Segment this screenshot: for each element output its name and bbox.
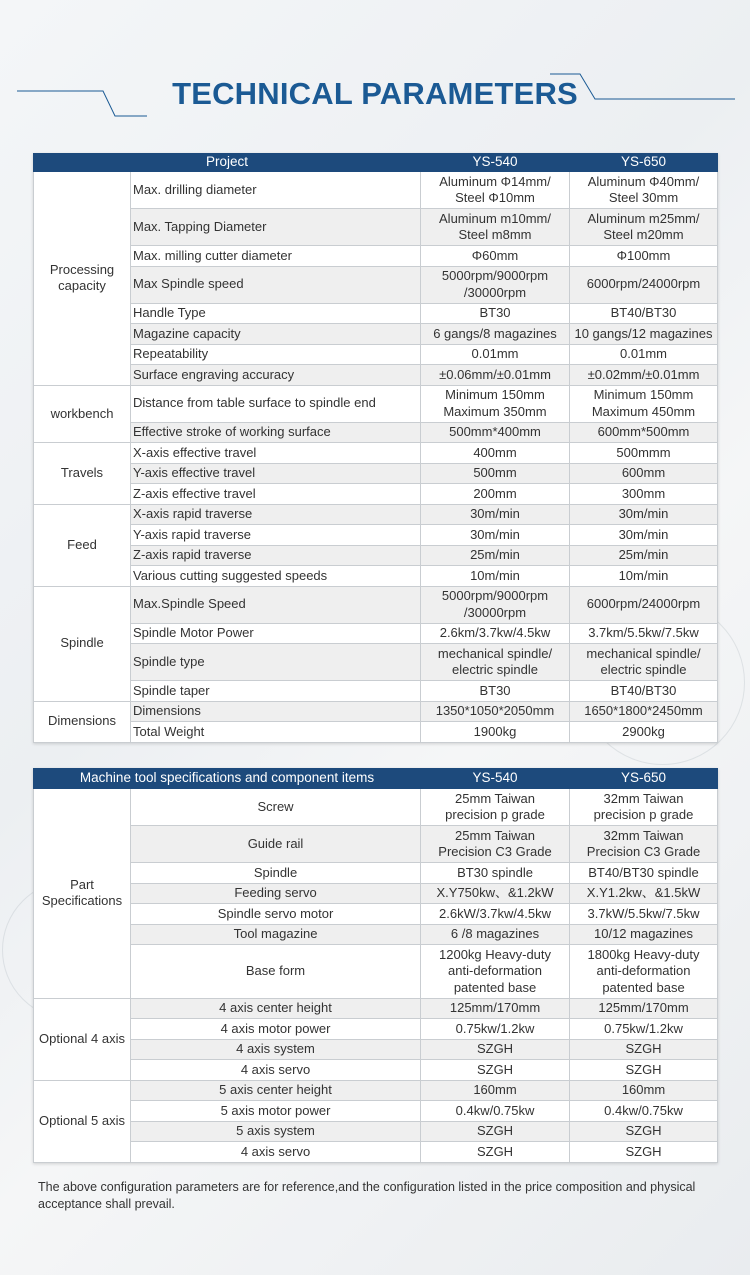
page-title: TECHNICAL PARAMETERS — [172, 76, 578, 111]
table-row — [34, 701, 718, 722]
parameter-label: Guide rail — [131, 826, 421, 863]
group-label: Feed — [34, 504, 131, 586]
parameter-label: Screw — [131, 789, 421, 826]
parameter-label: Spindle Motor Power — [131, 623, 421, 644]
value-ys540: 500mm*400mm — [421, 422, 570, 443]
value-ys540: Aluminum Φ14mm/ Steel Φ10mm — [421, 172, 570, 209]
table-row — [34, 883, 718, 904]
value-ys650: ±0.02mm/±0.01mm — [570, 365, 718, 386]
parameter-label: 4 axis servo — [131, 1142, 421, 1163]
table-row — [34, 681, 718, 702]
value-ys650: Aluminum m25mm/ Steel m20mm — [570, 209, 718, 246]
value-ys650: 1800kg Heavy-duty anti-deformation patented base — [570, 945, 718, 999]
value-ys540: 160mm — [421, 1080, 570, 1101]
table-row — [34, 443, 718, 464]
parameter-label: 5 axis center height — [131, 1080, 421, 1101]
parameter-label: Base form — [131, 945, 421, 999]
value-ys650: SZGH — [570, 1142, 718, 1163]
parameter-label: X-axis effective travel — [131, 443, 421, 464]
value-ys540: SZGH — [421, 1060, 570, 1081]
table-row — [34, 863, 718, 884]
value-ys650: 0.4kw/0.75kw — [570, 1101, 718, 1122]
parameter-label: Spindle type — [131, 644, 421, 681]
parameter-label: Magazine capacity — [131, 324, 421, 345]
parameter-label: 4 axis system — [131, 1039, 421, 1060]
value-ys540: Minimum 150mm Maximum 350mm — [421, 385, 570, 422]
value-ys540: 200mm — [421, 484, 570, 505]
parameter-label: Max Spindle speed — [131, 266, 421, 303]
table-row — [34, 484, 718, 505]
parameter-label: Repeatability — [131, 344, 421, 365]
group-label: Optional 5 axis — [34, 1080, 131, 1162]
table-row — [34, 1121, 718, 1142]
value-ys650: BT40/BT30 — [570, 681, 718, 702]
table-row — [34, 385, 718, 422]
parameter-label: Y-axis rapid traverse — [131, 525, 421, 546]
value-ys650: Φ100mm — [570, 246, 718, 267]
value-ys650: mechanical spindle/ electric spindle — [570, 644, 718, 681]
table-row — [34, 1142, 718, 1163]
value-ys650: 2900kg — [570, 722, 718, 743]
value-ys540: BT30 — [421, 681, 570, 702]
value-ys540: SZGH — [421, 1142, 570, 1163]
parameter-label: X-axis rapid traverse — [131, 504, 421, 525]
table-row — [34, 303, 718, 324]
value-ys540: 25mm Taiwan Precision C3 Grade — [421, 826, 570, 863]
value-ys540: 25m/min — [421, 545, 570, 566]
parameter-label: Spindle — [131, 863, 421, 884]
table-row — [34, 266, 718, 303]
value-ys540: BT30 — [421, 303, 570, 324]
value-ys540: 2.6kW/3.7kw/4.5kw — [421, 904, 570, 925]
value-ys650: 125mm/170mm — [570, 998, 718, 1019]
parameter-label: 4 axis motor power — [131, 1019, 421, 1040]
group-label: workbench — [34, 385, 131, 443]
parameter-label: Various cutting suggested speeds — [131, 566, 421, 587]
value-ys650: 500mmm — [570, 443, 718, 464]
value-ys540: Φ60mm — [421, 246, 570, 267]
table-row — [34, 586, 718, 623]
value-ys650: 6000rpm/24000rpm — [570, 266, 718, 303]
value-ys650: 300mm — [570, 484, 718, 505]
value-ys650: 0.75kw/1.2kw — [570, 1019, 718, 1040]
value-ys540: mechanical spindle/ electric spindle — [421, 644, 570, 681]
table-row — [34, 365, 718, 386]
value-ys540: Aluminum m10mm/ Steel m8mm — [421, 209, 570, 246]
table-row — [34, 1039, 718, 1060]
parameter-label: Max. Tapping Diameter — [131, 209, 421, 246]
parameter-label: Spindle taper — [131, 681, 421, 702]
value-ys540: BT30 spindle — [421, 863, 570, 884]
table-row — [34, 422, 718, 443]
table-row — [34, 344, 718, 365]
value-ys540: 30m/min — [421, 525, 570, 546]
value-ys650: X.Y1.2kw、&1.5kW — [570, 883, 718, 904]
value-ys540: 0.01mm — [421, 344, 570, 365]
group-label: Part Specifications — [34, 789, 131, 999]
value-ys650: 30m/min — [570, 525, 718, 546]
value-ys650: 10 gangs/12 magazines — [570, 324, 718, 345]
table-header-row — [34, 154, 718, 172]
value-ys650: 3.7km/5.5kw/7.5kw — [570, 623, 718, 644]
value-ys650: 600mm*500mm — [570, 422, 718, 443]
value-ys650: 32mm Taiwan precision p grade — [570, 789, 718, 826]
parameter-label: Max. milling cutter diameter — [131, 246, 421, 267]
parameter-label: Spindle servo motor — [131, 904, 421, 925]
parameter-label: Effective stroke of working surface — [131, 422, 421, 443]
table-row — [34, 1060, 718, 1081]
table-row — [34, 1101, 718, 1122]
header-items: Machine tool specifications and component items — [34, 769, 421, 789]
group-label: Spindle — [34, 586, 131, 701]
parameter-label: Feeding servo — [131, 883, 421, 904]
parameter-label: 5 axis system — [131, 1121, 421, 1142]
parameter-label: 4 axis servo — [131, 1060, 421, 1081]
value-ys650: 160mm — [570, 1080, 718, 1101]
parameter-label: Max. drilling diameter — [131, 172, 421, 209]
value-ys650: SZGH — [570, 1060, 718, 1081]
value-ys540: 6 gangs/8 magazines — [421, 324, 570, 345]
parameter-label: Surface engraving accuracy — [131, 365, 421, 386]
parameter-label: Y-axis effective travel — [131, 463, 421, 484]
table-row — [34, 525, 718, 546]
value-ys650: 6000rpm/24000rpm — [570, 586, 718, 623]
value-ys540: 500mm — [421, 463, 570, 484]
table-row — [34, 789, 718, 826]
value-ys650: BT40/BT30 spindle — [570, 863, 718, 884]
group-label: Travels — [34, 443, 131, 505]
value-ys650: 30m/min — [570, 504, 718, 525]
table-row — [34, 998, 718, 1019]
footnote: The above configuration parameters are for reference,and the configuration listed in the price composition and physical acceptance shall prevail. — [38, 1180, 696, 1211]
value-ys540: 400mm — [421, 443, 570, 464]
parameter-label: 5 axis motor power — [131, 1101, 421, 1122]
parameter-label: Tool magazine — [131, 924, 421, 945]
header-ys540: YS-540 — [421, 154, 570, 172]
table-row — [34, 172, 718, 209]
table-row — [34, 924, 718, 945]
value-ys650: Aluminum Φ40mm/ Steel 30mm — [570, 172, 718, 209]
value-ys540: 0.75kw/1.2kw — [421, 1019, 570, 1040]
table-row — [34, 463, 718, 484]
value-ys650: 600mm — [570, 463, 718, 484]
group-label: Optional 4 axis — [34, 998, 131, 1080]
value-ys650: 10m/min — [570, 566, 718, 587]
table-row — [34, 1019, 718, 1040]
header-project: Project — [34, 154, 421, 172]
value-ys540: 1200kg Heavy-duty anti-deformation patented base — [421, 945, 570, 999]
value-ys650: 25m/min — [570, 545, 718, 566]
parameter-label: Z-axis effective travel — [131, 484, 421, 505]
technical-parameters-table — [33, 153, 718, 743]
value-ys650: Minimum 150mm Maximum 450mm — [570, 385, 718, 422]
parameter-label: Z-axis rapid traverse — [131, 545, 421, 566]
header-ys540: YS-540 — [421, 769, 570, 789]
table-row — [34, 545, 718, 566]
table-row — [34, 722, 718, 743]
parameter-label: Max.Spindle Speed — [131, 586, 421, 623]
parameter-label: Dimensions — [131, 701, 421, 722]
table-row — [34, 623, 718, 644]
table-row — [34, 209, 718, 246]
table-row — [34, 945, 718, 999]
value-ys540: 5000rpm/9000rpm /30000rpm — [421, 586, 570, 623]
value-ys540: 2.6km/3.7kw/4.5kw — [421, 623, 570, 644]
component-specifications-table — [33, 768, 718, 1163]
header-ys650: YS-650 — [570, 769, 718, 789]
value-ys650: SZGH — [570, 1121, 718, 1142]
table-row — [34, 246, 718, 267]
table-row — [34, 644, 718, 681]
value-ys650: 10/12 magazines — [570, 924, 718, 945]
value-ys540: 25mm Taiwan precision p grade — [421, 789, 570, 826]
value-ys650: SZGH — [570, 1039, 718, 1060]
value-ys540: SZGH — [421, 1039, 570, 1060]
table-row — [34, 504, 718, 525]
value-ys540: 1900kg — [421, 722, 570, 743]
value-ys540: 6 /8 magazines — [421, 924, 570, 945]
value-ys650: BT40/BT30 — [570, 303, 718, 324]
value-ys540: 0.4kw/0.75kw — [421, 1101, 570, 1122]
table-row — [34, 1080, 718, 1101]
table-row — [34, 904, 718, 925]
value-ys540: ±0.06mm/±0.01mm — [421, 365, 570, 386]
value-ys650: 32mm Taiwan Precision C3 Grade — [570, 826, 718, 863]
value-ys540: 5000rpm/9000rpm /30000rpm — [421, 266, 570, 303]
table-row — [34, 826, 718, 863]
value-ys650: 3.7kW/5.5kw/7.5kw — [570, 904, 718, 925]
parameter-label: Handle Type — [131, 303, 421, 324]
value-ys540: 125mm/170mm — [421, 998, 570, 1019]
table-row — [34, 324, 718, 345]
group-label: Processing capacity — [34, 172, 131, 386]
value-ys540: X.Y750kw、&1.2kW — [421, 883, 570, 904]
group-label: Dimensions — [34, 701, 131, 742]
value-ys540: 1350*1050*2050mm — [421, 701, 570, 722]
parameter-label: Total Weight — [131, 722, 421, 743]
value-ys650: 0.01mm — [570, 344, 718, 365]
value-ys540: 30m/min — [421, 504, 570, 525]
parameter-label: 4 axis center height — [131, 998, 421, 1019]
header-ys650: YS-650 — [570, 154, 718, 172]
value-ys540: SZGH — [421, 1121, 570, 1142]
table-header-row — [34, 769, 718, 789]
parameter-label: Distance from table surface to spindle end — [131, 385, 421, 422]
value-ys650: 1650*1800*2450mm — [570, 701, 718, 722]
table-row — [34, 566, 718, 587]
value-ys540: 10m/min — [421, 566, 570, 587]
